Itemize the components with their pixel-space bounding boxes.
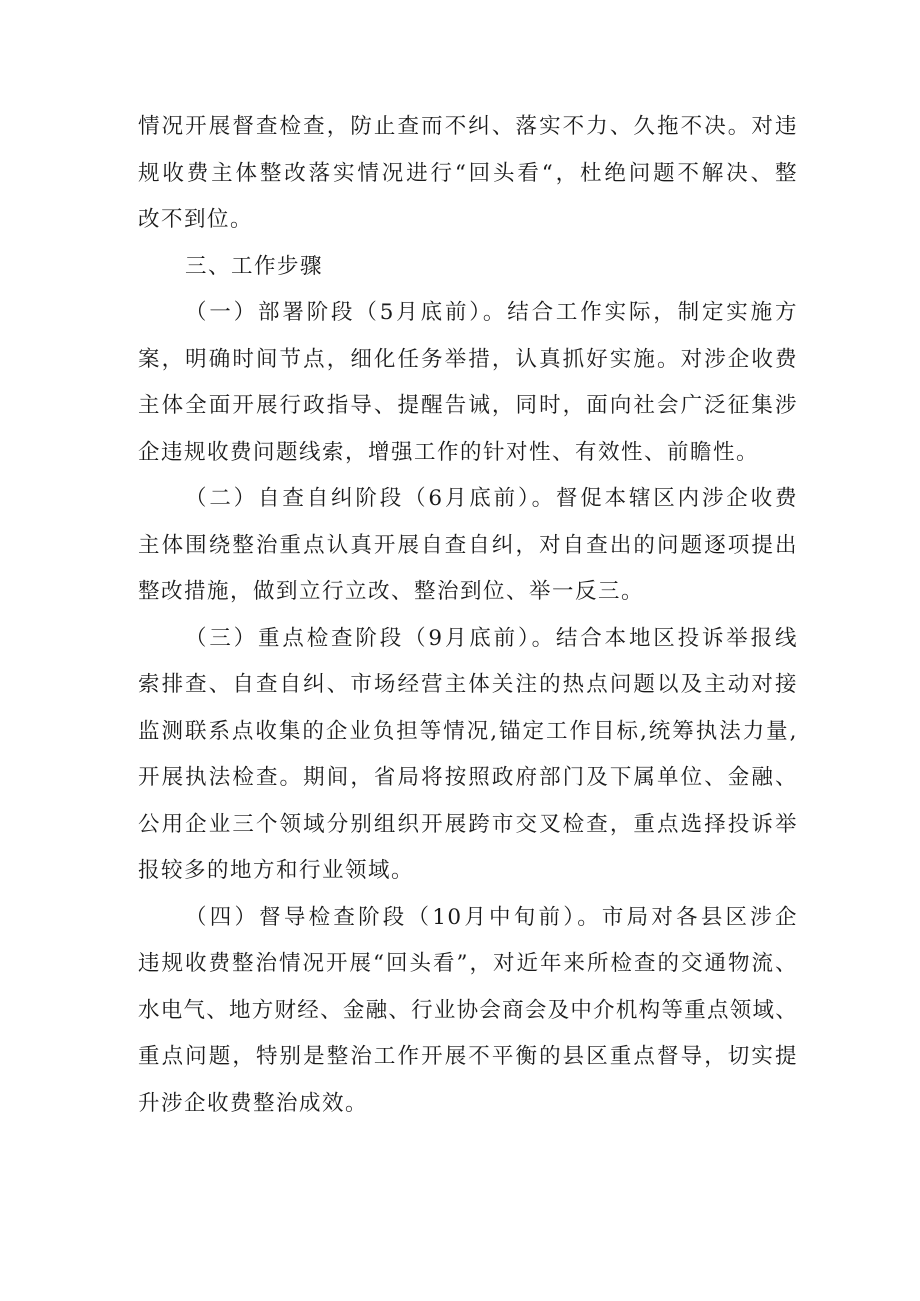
text-line: 水电气、地方财经、金融、行业协会商会及中介机构等重点领域、 bbox=[138, 997, 798, 1023]
text-line: （一）部署阶段（5月底前）。结合工作实际，制定实施方 bbox=[185, 300, 798, 325]
text-line: 改不到位。 bbox=[138, 207, 254, 232]
text-line: 主体全面开展行政指导、提醒告诫，同时，面向社会广泛征集涉 bbox=[138, 393, 798, 418]
text-line: 企违规收费问题线索，增强工作的针对性、有效性、前瞻性。 bbox=[138, 439, 760, 465]
text-line: 主体围绕整治重点认真开展自查自纠，对自查出的问题逐项提出 bbox=[138, 532, 798, 558]
text-line: （四）督导检查阶段（10月中旬前）。市局对各县区涉企 bbox=[185, 904, 798, 930]
text-line: 违规收费整治情况开展“回头看”，对近年来所检查的交通物流、 bbox=[138, 951, 798, 976]
text-line: 开展执法检查。期间，省局将按照政府部门及下属单位、金融、 bbox=[138, 765, 798, 790]
text-line: 情况开展督查检查，防止查而不纠、落实不力、久拖不决。对违 bbox=[138, 114, 798, 139]
text-line: 报较多的地方和行业领域。 bbox=[138, 858, 415, 883]
text-line: 索排查、自查自纠、市场经营主体关注的热点问题以及主动对接 bbox=[138, 672, 798, 697]
text-line: （三）重点检查阶段（9月底前）。结合本地区投诉举报线 bbox=[185, 625, 798, 651]
text-line: 监测联系点收集的企业负担等情况,锚定工作目标,统筹执法力量, bbox=[138, 718, 798, 744]
text-line: 整改措施，做到立行立改、整治到位、举一反三。 bbox=[138, 579, 645, 604]
text-line: 公用企业三个领域分别组织开展跨市交叉检查，重点选择投诉举 bbox=[138, 811, 798, 837]
text-line: 案，明确时间节点，细化任务举措，认真抓好实施。对涉企收费 bbox=[138, 346, 798, 372]
document-body bbox=[138, 104, 798, 1127]
text-line: 重点问题，特别是整治工作开展不平衡的县区重点督导，切实提 bbox=[138, 1044, 798, 1069]
text-line: （二）自查自纠阶段（6月底前）。督促本辖区内涉企收费 bbox=[185, 486, 798, 511]
text-line: 规收费主体整改落实情况进行“回头看“，杜绝问题不解决、整 bbox=[138, 160, 798, 186]
text-line: 三、工作步骤 bbox=[185, 253, 324, 279]
text-line: 升涉企收费整治成效。 bbox=[138, 1090, 369, 1116]
